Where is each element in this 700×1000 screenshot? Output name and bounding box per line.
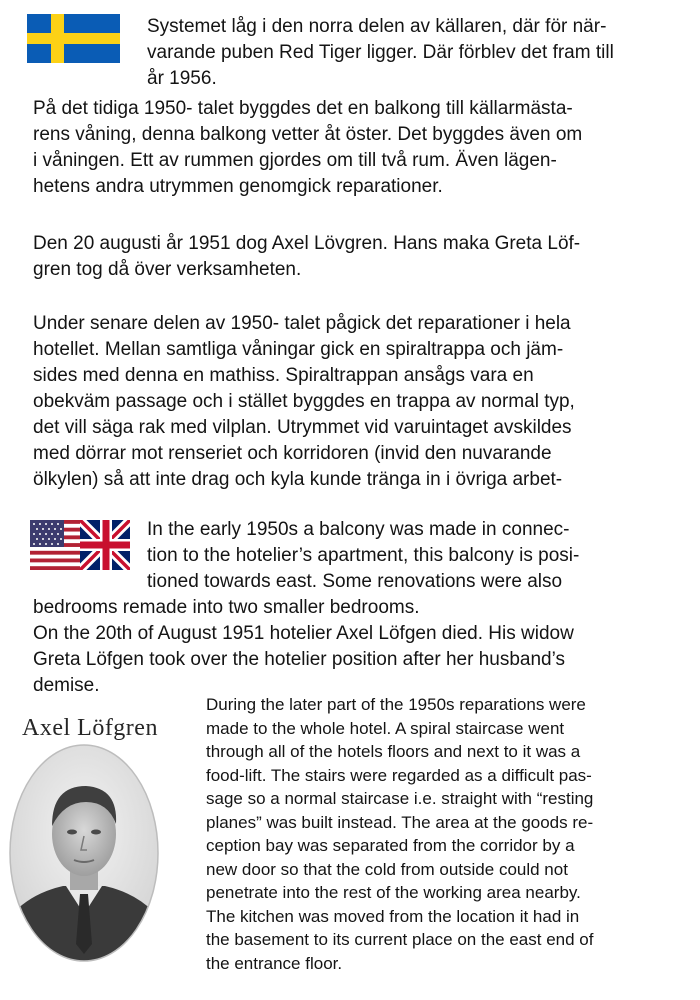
text-line: Den 20 augusti år 1951 dog Axel Lövgren. Hans maka Greta Löf- <box>33 233 581 254</box>
uk-us-flag-icon <box>30 520 130 570</box>
text-line: On the 20th of August 1951 hotelier Axel Löfgen died. His widow <box>33 623 574 644</box>
text-line: demise. <box>33 675 100 696</box>
text-line: the entrance floor. <box>206 953 343 973</box>
text-line: ölkylen) så att inte drag och kyla kunde tränga in i övriga arbet- <box>33 469 563 490</box>
text-line: tioned towards east. Some renovations were also <box>147 571 563 592</box>
text-line: food-lift. The stairs were regarded as a difficult pas- <box>206 765 592 785</box>
text-line: tion to the hotelier’s apartment, this balcony is posi- <box>147 545 580 566</box>
swedish-flag-icon <box>27 14 120 63</box>
text-line: bedrooms remade into two smaller bedrooms. <box>33 597 420 618</box>
text-line: penetrate into the rest of the working area nearby. <box>206 883 581 902</box>
text-line: During the later part of the 1950s reparations were <box>206 695 586 714</box>
text-line: sides med denna en mathiss. Spiraltrappan ansågs vara en <box>33 365 534 386</box>
text-line: sage so a normal staircase i.e. straight with “resting <box>206 789 594 808</box>
text-line: Greta Löfgen took over the hotelier position after her husband’s <box>33 649 565 670</box>
text-line: det vill säga rak med vilplan. Utrymmet vid varuintaget avskildes <box>33 417 572 438</box>
text-line: through all of the hotels floors and next to it was a <box>206 742 581 761</box>
text-line: år 1956. <box>147 68 217 89</box>
text-line: obekväm passage och i stället byggdes en trappa av normal typ, <box>33 391 575 412</box>
text-line: ception bay was separated from the corridor by a <box>206 836 575 855</box>
text-line: Under senare delen av 1950- talet pågick det reparationer i hela <box>33 313 571 334</box>
text-line: the basement to its current place on the east end of <box>206 930 594 949</box>
portrait-photo <box>8 744 160 962</box>
text-line: planes” was built instead. The area at the goods re- <box>206 812 594 832</box>
text-line: med dörrar mot renseriet och korridoren (invid den nuvarande <box>33 443 552 464</box>
text-line: hetens andra utrymmen genomgick reparationer. <box>33 176 443 197</box>
text-line: Systemet låg i den norra delen av källaren, där för när- <box>147 16 607 37</box>
text-line: made to the whole hotel. A spiral staircase went <box>206 718 565 738</box>
text-line: In the early 1950s a balcony was made in connec- <box>147 519 570 540</box>
text-line: new door so that the cold from outside could not <box>206 859 568 879</box>
portrait-caption: Axel Löfgren <box>22 715 158 741</box>
text-line: rens våning, denna balkong vetter åt öster. Det byggdes även om <box>33 124 583 145</box>
text-line: gren tog då över verksamheten. <box>33 259 302 280</box>
text-line: På det tidiga 1950- talet byggdes det en balkong till källarmästa- <box>33 98 573 119</box>
text-line: The kitchen was moved from the location it had in <box>206 906 580 926</box>
text-line: varande puben Red Tiger ligger. Där förblev det fram till <box>147 42 614 63</box>
text-line: i våningen. Ett av rummen gjordes om till två rum. Även lägen- <box>33 150 557 171</box>
text-line: hotellet. Mellan samtliga våningar gick en spiraltrappa och jäm- <box>33 339 564 360</box>
